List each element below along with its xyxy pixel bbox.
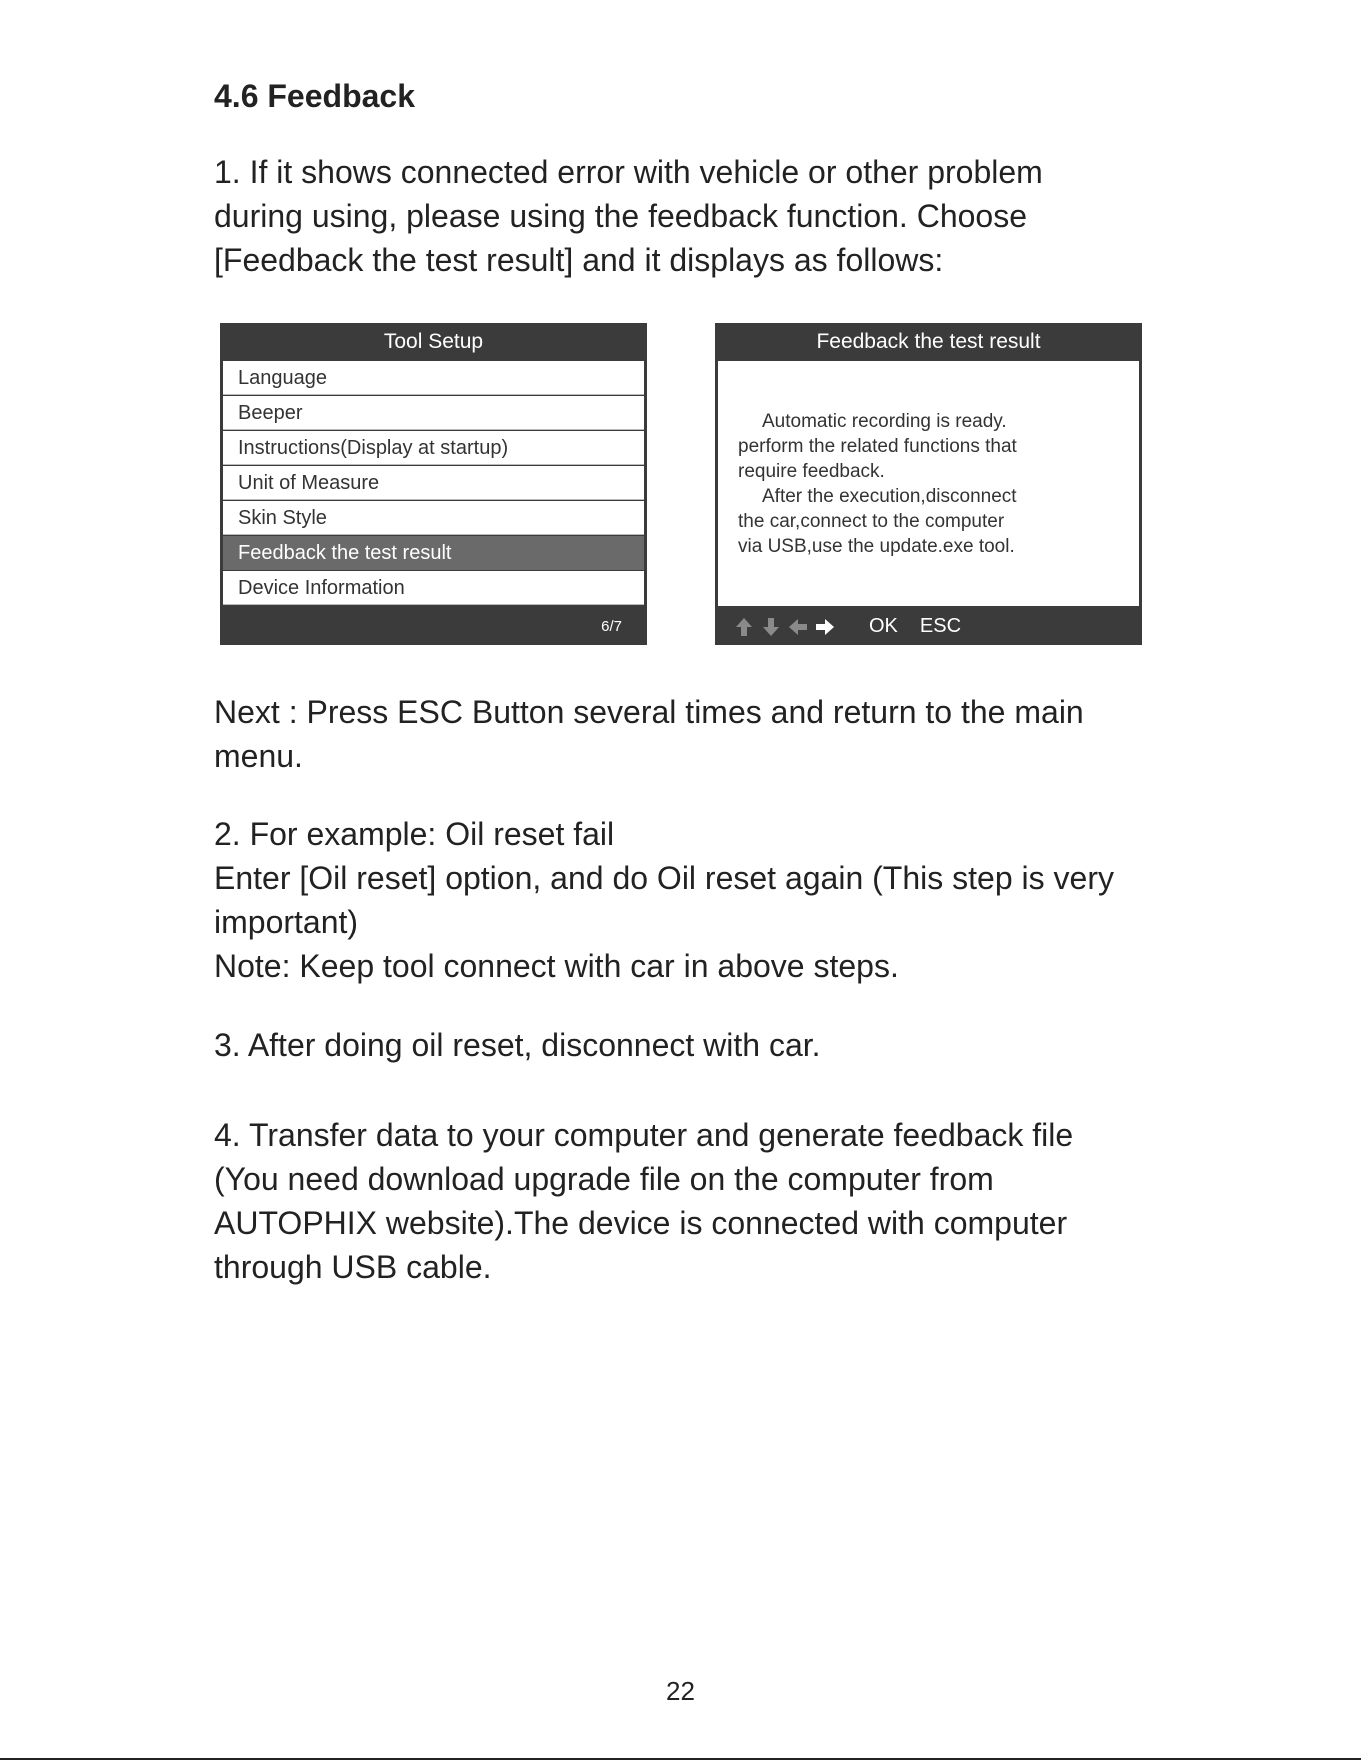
next-line: Next : Press ESC Button several times and return to the main bbox=[214, 694, 1084, 730]
arrow-up-icon[interactable] bbox=[733, 616, 755, 638]
menu-item-beeper[interactable]: Beeper bbox=[223, 396, 644, 430]
message-line: After the execution,disconnect bbox=[762, 486, 1017, 507]
arrow-left-icon[interactable] bbox=[787, 616, 809, 638]
step4-line: 4. Transfer data to your computer and generate feedback file bbox=[214, 1117, 1074, 1153]
step3-paragraph bbox=[214, 1023, 1194, 1067]
step3-line: 3. After doing oil reset, disconnect with car. bbox=[214, 1027, 821, 1063]
feedback-title: Feedback the test result bbox=[816, 330, 1041, 353]
intro-line: during using, please using the feedback function. Choose bbox=[214, 198, 1027, 234]
esc-button[interactable]: ESC bbox=[919, 615, 962, 637]
menu-item-skin-style[interactable]: Skin Style bbox=[223, 501, 644, 535]
step2-paragraph bbox=[214, 812, 1194, 988]
feedback-message bbox=[718, 361, 1139, 606]
intro-line: [Feedback the test result] and it displays as follows: bbox=[214, 242, 944, 278]
page-number: 22 bbox=[666, 1676, 695, 1706]
page-indicator: 6/7 bbox=[601, 618, 622, 635]
arrow-down-icon[interactable] bbox=[760, 616, 782, 638]
step2-line: 2. For example: Oil reset fail bbox=[214, 816, 615, 852]
message-line: the car,connect to the computer bbox=[738, 511, 1005, 532]
step4-line: AUTOPHIX website).The device is connected with computer bbox=[214, 1205, 1068, 1241]
step4-line: (You need download upgrade file on the computer from bbox=[214, 1161, 994, 1197]
message-line: via USB,use the update.exe tool. bbox=[738, 536, 1015, 557]
menu-item-device-information[interactable]: Device Information bbox=[223, 571, 644, 605]
step4-paragraph bbox=[214, 1113, 1194, 1289]
bottom-rule bbox=[0, 1758, 1361, 1760]
tool-setup-menu bbox=[223, 361, 644, 606]
intro-paragraph bbox=[214, 150, 1194, 282]
message-line: Automatic recording is ready. bbox=[762, 411, 1007, 432]
message-line: perform the related functions that bbox=[738, 436, 1017, 457]
message-line: require feedback. bbox=[738, 461, 885, 482]
feedback-navbar bbox=[715, 608, 1142, 645]
step2-line: Enter [Oil reset] option, and do Oil reset again (This step is very bbox=[214, 860, 1114, 896]
menu-item-feedback[interactable]: Feedback the test result bbox=[223, 536, 644, 570]
menu-item-instructions[interactable]: Instructions(Display at startup) bbox=[223, 431, 644, 465]
section-heading: 4.6 Feedback bbox=[214, 78, 415, 114]
tool-setup-screen bbox=[220, 323, 647, 645]
next-paragraph bbox=[214, 690, 1194, 778]
tool-setup-title: Tool Setup bbox=[383, 330, 484, 353]
intro-line: 1. If it shows connected error with vehicle or other problem bbox=[214, 154, 1043, 190]
step2-line: important) bbox=[214, 904, 359, 940]
tool-setup-footer bbox=[220, 608, 647, 645]
menu-item-language[interactable]: Language bbox=[223, 361, 644, 395]
feedback-screen bbox=[715, 323, 1142, 645]
ok-button[interactable]: OK bbox=[869, 615, 898, 637]
arrow-right-icon[interactable] bbox=[814, 616, 836, 638]
step4-line: through USB cable. bbox=[214, 1249, 492, 1285]
menu-item-unit-of-measure[interactable]: Unit of Measure bbox=[223, 466, 644, 500]
step2-line: Note: Keep tool connect with car in above steps. bbox=[214, 948, 899, 984]
next-line: menu. bbox=[214, 738, 303, 774]
